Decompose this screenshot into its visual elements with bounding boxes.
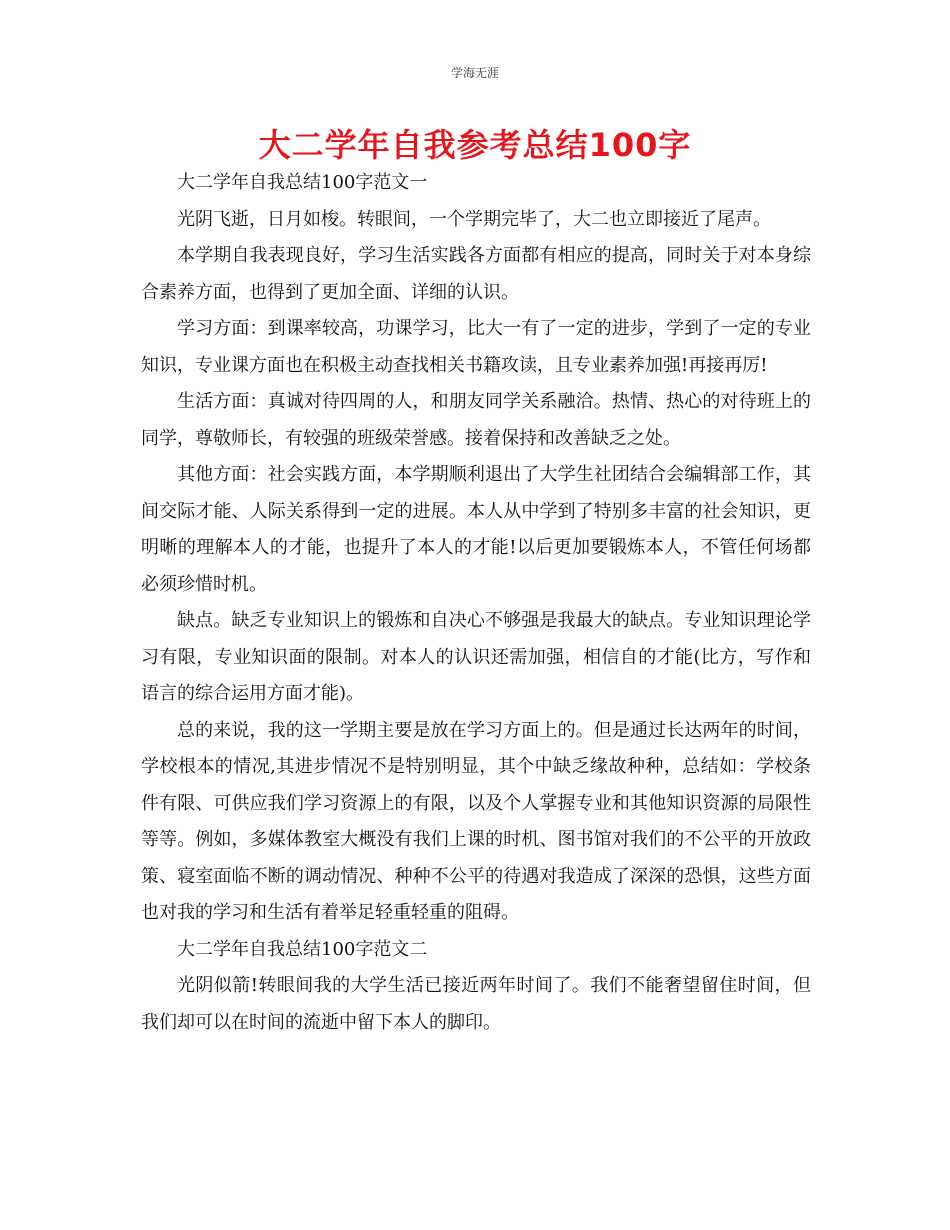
paragraph: 光阴飞逝，日月如梭。转眼间，一个学期完毕了，大二也立即接近了尾声。 [177,208,771,230]
document-title: 大二学年自我参考总结100字 [258,126,692,164]
section-heading: 大二学年自我总结100字范文二 [177,938,428,960]
document-body [141,165,811,1041]
page-header: 学海无涯 [450,66,499,80]
paragraph: 总的来说，我的这一学期主要是放在学习方面上的。但是通过长达两年的时间，学校根本的情况,其进步情况不是特别明显，其个中缺乏缘故种种，总结如：学校条件有限、可供应我们学习资源上的有限，以及个人掌握专业和其他知识资源的局限性等等。例如，多媒体教室大概没有我们上课的时机、图书馆对我们的不公平的开放政策、寝室面临不断的调动情况、种种不公平的待遇对我造成了深深的恐惧，这些方面也对我的学习和生活有着举足轻重轻重的阻碍。 [141,719,811,923]
section-heading: 大二学年自我总结100字范文一 [177,172,428,193]
paragraph: 生活方面：真诚对待四周的人，和朋友同学关系融洽。热情、热心的对待班上的同学，尊敬师长，有较强的班级荣誉感。接着保持和改善缺乏之处。 [141,391,811,449]
paragraph: 其他方面：社会实践方面，本学期顺利退出了大学生社团结合会编辑部工作，其间交际才能、人际关系得到一定的进展。本人从中学到了特别多丰富的社会知识，更明晰的理解本人的才能，也提升了本人的才能!以后更加要锻炼本人，不管任何场都必须珍惜时机。 [141,464,811,595]
paragraph: 光阴似箭!转眼间我的大学生活已接近两年时间了。我们不能奢望留住时间，但我们却可以在时间的流逝中留下本人的脚印。 [141,975,811,1033]
paragraph: 缺点。缺乏专业知识上的锻炼和自决心不够强是我最大的缺点。专业知识理论学习有限，专业知识面的限制。对本人的认识还需加强，相信自的才能(比方，写作和语言的综合运用方面才能)。 [141,610,811,704]
paragraph: 本学期自我表现良好，学习生活实践各方面都有相应的提高，同时关于对本身综合素养方面，也得到了更加全面、详细的认识。 [141,245,811,303]
paragraph: 学习方面：到课率较高，功课学习，比大一有了一定的进步，学到了一定的专业知识，专业课方面也在积极主动查找相关书籍攻读，且专业素养加强!再接再厉! [141,318,811,376]
